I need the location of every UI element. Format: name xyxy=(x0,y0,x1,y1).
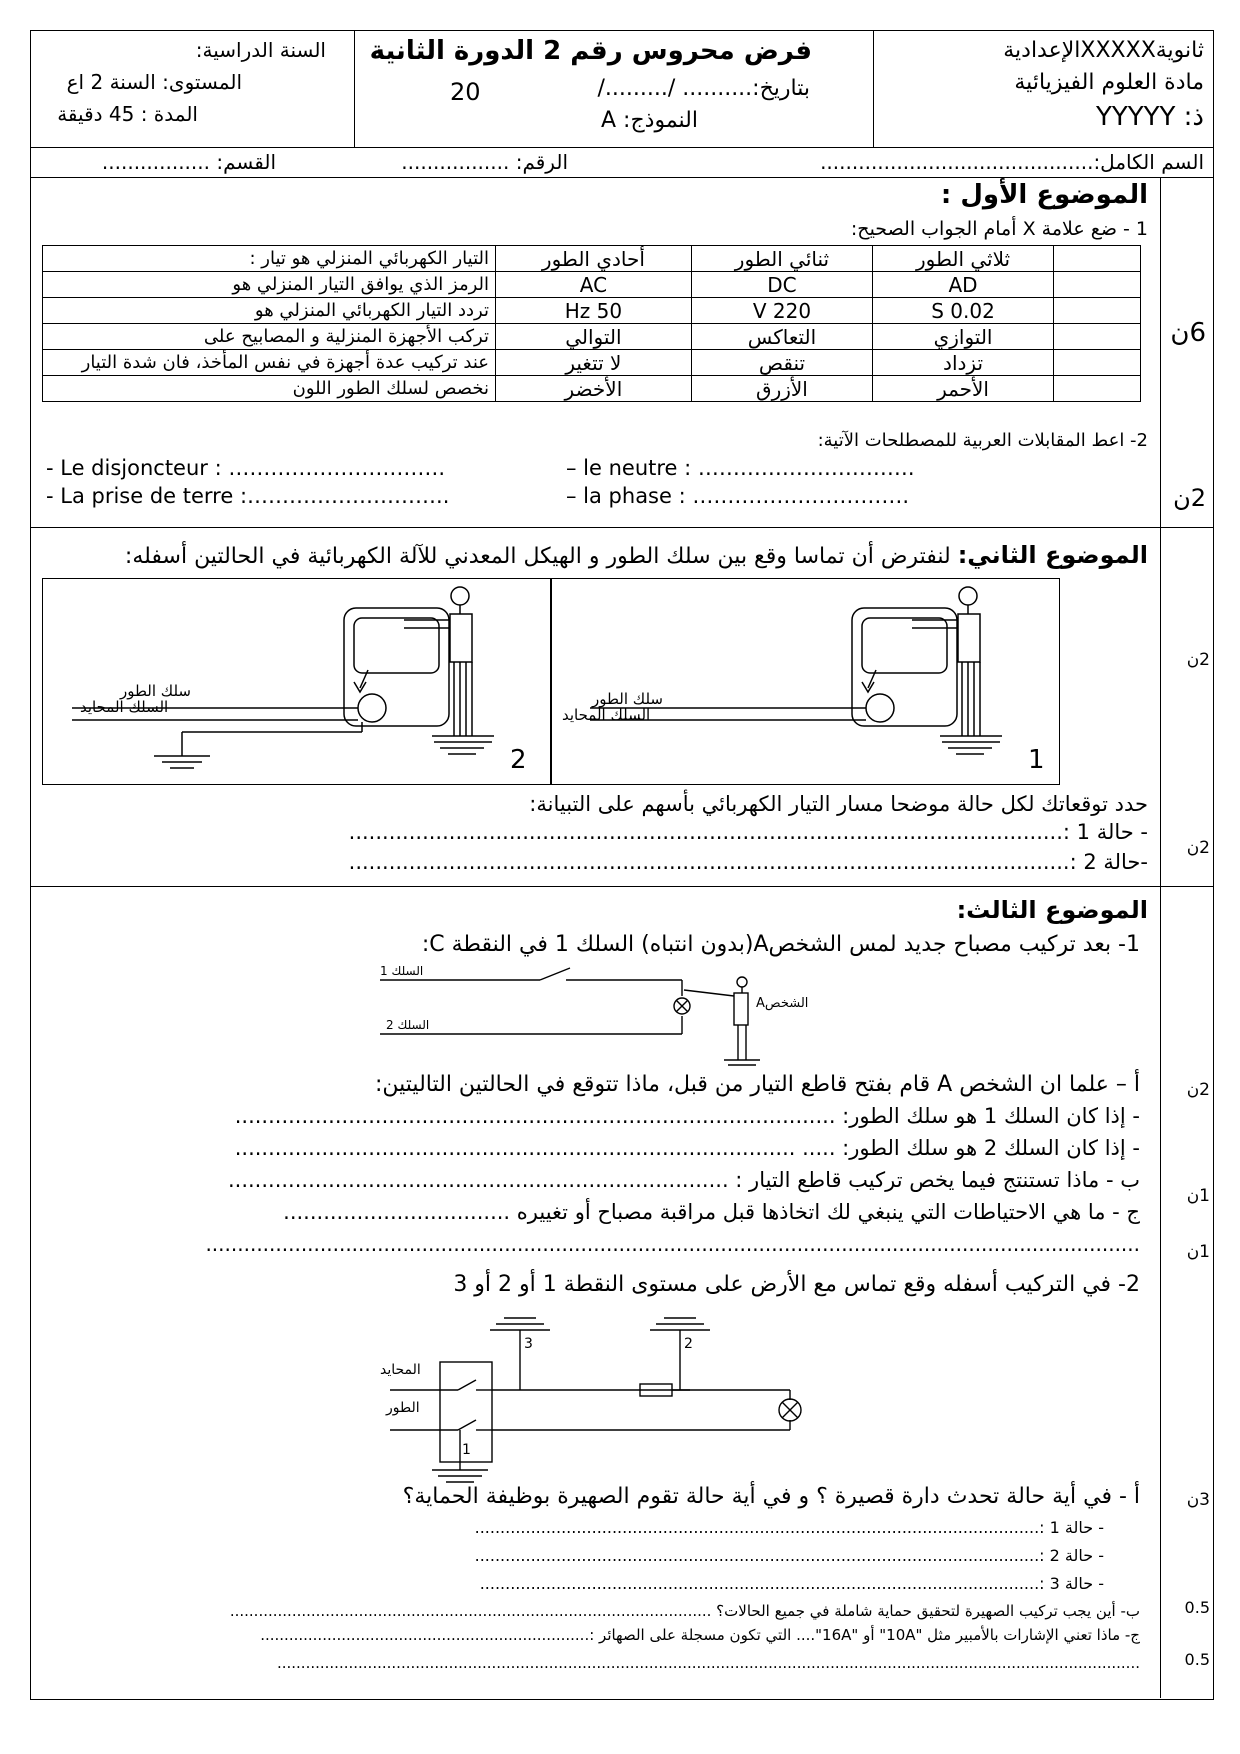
mcq-option[interactable]: التوازي xyxy=(873,324,1054,350)
table-row xyxy=(43,324,1141,350)
score-column-line xyxy=(1160,177,1161,1698)
case2-number: 2 xyxy=(510,745,527,775)
name-row-bottom-line xyxy=(30,177,1213,178)
mcq-option[interactable]: تزداد xyxy=(873,350,1054,376)
exam-year: 20 xyxy=(450,78,481,106)
part3-score-2a: 3ن xyxy=(1186,1490,1210,1510)
neutral-wire-label-case1: السلك المحايد xyxy=(562,706,651,724)
part2-question: حدد توقعاتك لكل حالة موضحا مسار التيار الكهربائي بأسهم على التبيانة: xyxy=(529,792,1148,816)
mcq-question: تردد التيار الكهربائي المنزلي هو xyxy=(43,298,496,324)
mcq-question: تركب الأجهزة المنزلية و المصابيح على xyxy=(43,324,496,350)
number-field[interactable]: الرقم: ................. xyxy=(401,150,568,174)
mcq-option[interactable]: ثلاثي الطور xyxy=(873,246,1054,272)
part3-q1: 1- بعد تركيب مصباح جديد لمس الشخصA(بدون انتباه) السلك 1 في النقطة C: xyxy=(421,932,1140,957)
table-row xyxy=(43,272,1141,298)
part3-qb[interactable]: ب - ماذا تستنتج فيما يخص تركيب قاطع التيار : ........................................................................... xyxy=(227,1168,1140,1192)
part1-score2: 2ن xyxy=(1173,484,1206,512)
mcq-option[interactable]: الأزرق xyxy=(691,376,872,402)
exam-date: بتاريخ:.......... /........./ xyxy=(597,76,810,101)
exam-title: فرض محروس رقم 2 الدورة الثانية xyxy=(369,36,812,66)
part2-intro: لنفترض أن تماسا وقع بين سلك الطور و الهيكل المعدني للآلة الكهربائية في الحالتين أسفله: xyxy=(124,544,951,569)
mcq-option[interactable]: لا تتغير xyxy=(496,350,692,376)
student-level: المستوى: السنة 2 اع xyxy=(66,70,242,94)
case1-number: 1 xyxy=(1028,745,1045,775)
mcq-option[interactable]: ثنائي الطور xyxy=(691,246,872,272)
part2-case1-answer[interactable]: - حالة 1 :........................................................................................................... xyxy=(348,820,1148,844)
school-year: السنة الدراسية: xyxy=(195,38,326,62)
mcq-table xyxy=(42,245,1141,402)
part3-qa2[interactable]: - إذا كان السلك 2 هو سلك الطور: ..... .................................................................................... xyxy=(234,1136,1140,1160)
part3-case1[interactable]: - حالة 1 :............................................................................................................... xyxy=(474,1518,1104,1537)
phase-wire-label-case1: سلك الطور xyxy=(592,690,663,708)
part2-bottom-line xyxy=(30,886,1213,887)
mcq-option[interactable]: التعاكس xyxy=(691,324,872,350)
term-prise-de-terre[interactable]: - La prise de terre :……………………….. xyxy=(46,484,450,508)
part3-qa: أ – علما ان الشخص A قام بفتح قاطع التيار من قبل، ماذا تتوقع في الحالتين التاليتين: xyxy=(375,1072,1140,1097)
mcq-option[interactable]: DC xyxy=(691,272,872,298)
school-name: ثانويةXXXXXالإعدادية xyxy=(1003,38,1204,63)
part1-title: الموضوع الأول : xyxy=(940,180,1148,210)
wire2-label: السلك 2 xyxy=(386,1018,430,1032)
part3-qa1[interactable]: - إذا كان السلك 1 هو سلك الطور: .......................................................................................... xyxy=(234,1104,1140,1128)
table-row xyxy=(43,298,1141,324)
table-row xyxy=(43,246,1141,272)
part3-score-c: 1ن xyxy=(1186,1242,1210,1262)
mcq-answer-cell[interactable] xyxy=(1054,350,1141,376)
exam-model: النموذج: A xyxy=(600,108,698,133)
part3-score-2c: 0.5 xyxy=(1184,1650,1210,1669)
lamp-person-circuit xyxy=(370,960,850,1070)
neutral-wire-label-case2: السلك المحايد xyxy=(80,698,169,716)
mcq-option[interactable]: تنقص xyxy=(691,350,872,376)
mcq-answer-cell[interactable] xyxy=(1054,272,1141,298)
part3-score-2b: 0.5 xyxy=(1184,1598,1210,1617)
part2-heading xyxy=(125,541,1148,569)
part1-score1: 6ن xyxy=(1170,318,1206,348)
appliance-diagram-case1 xyxy=(550,578,1058,783)
part1-q1: 1 - ضع علامة X أمام الجواب الصحيح: xyxy=(850,218,1148,240)
mcq-option[interactable]: أحادي الطور xyxy=(496,246,692,272)
mcq-question: الرمز الذي يوافق التيار المنزلي هو xyxy=(43,272,496,298)
mcq-option[interactable]: الأخضر xyxy=(496,376,692,402)
exam-duration: المدة : 45 دقيقة xyxy=(57,102,198,126)
point-1: 1 xyxy=(462,1442,471,1458)
mcq-option[interactable]: الأحمر xyxy=(873,376,1054,402)
mcq-answer-cell[interactable] xyxy=(1054,298,1141,324)
mcq-option[interactable]: التوالي xyxy=(496,324,692,350)
part3-score-a: 2ن xyxy=(1186,1080,1210,1100)
part2-title: الموضوع الثاني: xyxy=(957,541,1148,569)
part2-score2: 2ن xyxy=(1186,838,1210,858)
subject-name: مادة العلوم الفيزيائية xyxy=(1014,70,1204,95)
point-3: 3 xyxy=(524,1336,533,1352)
part3-q2c-line[interactable]: ..................................................................................................................................................................................... xyxy=(276,1654,1140,1672)
person-a-label: الشخصA xyxy=(756,996,809,1011)
mcq-option[interactable]: 0.02 S xyxy=(873,298,1054,324)
part3-title: الموضوع الثالث: xyxy=(956,896,1148,924)
part3-qc-line[interactable]: ................................................................................................................................................... xyxy=(205,1232,1140,1256)
mcq-option[interactable]: 220 V xyxy=(691,298,872,324)
header-divider-right xyxy=(873,30,874,148)
point-2: 2 xyxy=(684,1336,693,1352)
part2-score1: 2ن xyxy=(1186,650,1210,670)
part3-score-b: 1ن xyxy=(1186,1186,1210,1206)
mcq-answer-cell[interactable] xyxy=(1054,324,1141,350)
part3-q2: 2- في التركيب أسفله وقع تماس مع الأرض على مستوى النقطة 1 أو 2 أو 3 xyxy=(453,1272,1140,1297)
part3-q2a: أ - في أية حالة تحدث دارة قصيرة ؟ و في أية حالة تقوم الصهيرة بوظيفة الحماية؟ xyxy=(402,1484,1140,1509)
mcq-option[interactable]: AC xyxy=(496,272,692,298)
table-row xyxy=(43,376,1141,402)
teacher-name: ذ: YYYYY xyxy=(1095,102,1204,132)
phase-wire-label-case2: سلك الطور xyxy=(120,682,191,700)
appliance-diagram-case2 xyxy=(42,578,550,783)
part3-case2[interactable]: - حالة 2 :............................................................................................................... xyxy=(474,1546,1104,1565)
mcq-answer-cell[interactable] xyxy=(1054,246,1141,272)
mcq-option[interactable]: AD xyxy=(873,272,1054,298)
part3-q2b[interactable]: ب- أين يجب تركيب الصهيرة لتحقيق حماية شاملة في جميع الحالات؟ ..................................................................................................... xyxy=(229,1602,1140,1620)
mcq-question: التيار الكهربائي المنزلي هو تيار : xyxy=(43,246,496,272)
header-divider-left xyxy=(354,30,355,148)
part1-q2: 2- اعط المقابلات العربية للمصطلحات الآتية: xyxy=(817,430,1148,451)
part2-case2-answer[interactable]: -حالة 2 :............................................................................................................ xyxy=(348,850,1148,874)
section-field[interactable]: القسم: ................. xyxy=(101,150,276,174)
part3-qc[interactable]: ج - ما هي الاحتياطات التي ينبغي لك اتخاذها قبل مراقبة مصباح أو تغييره .................................. xyxy=(283,1200,1140,1224)
mcq-question: عند تركيب عدة أجهزة في نفس المأخذ، فان شدة التيار xyxy=(43,350,496,376)
mcq-question: نخصص لسلك الطور اللون xyxy=(43,376,496,402)
part1-bottom-line xyxy=(30,527,1213,528)
term-disjoncteur[interactable]: - Le disjoncteur : …………………………. xyxy=(46,456,446,480)
header-bottom-line xyxy=(30,147,1213,148)
term-phase[interactable]: – la phase : …………………………. xyxy=(566,484,910,508)
part3-case3[interactable]: - حالة 3 :.............................................................................................................. xyxy=(479,1574,1104,1593)
fuse-circuit-diagram xyxy=(380,1300,860,1480)
term-neutre[interactable]: – le neutre : …………………………. xyxy=(566,456,915,480)
wire1-label: السلك 1 xyxy=(380,964,424,978)
mcq-answer-cell[interactable] xyxy=(1054,376,1141,402)
neutral-label: المحايد xyxy=(380,1362,421,1378)
phase-label: الطور xyxy=(386,1400,420,1416)
table-row xyxy=(43,350,1141,376)
mcq-option[interactable]: 50 Hz xyxy=(496,298,692,324)
full-name-field[interactable]: السم الكامل:........................................... xyxy=(820,150,1204,174)
part3-q2c[interactable]: ج- ماذا تعني الإشارات بالأمبير مثل "10A" أو "16A".... التي تكون مسجلة على الصهائر :..................................................................... xyxy=(260,1626,1140,1644)
